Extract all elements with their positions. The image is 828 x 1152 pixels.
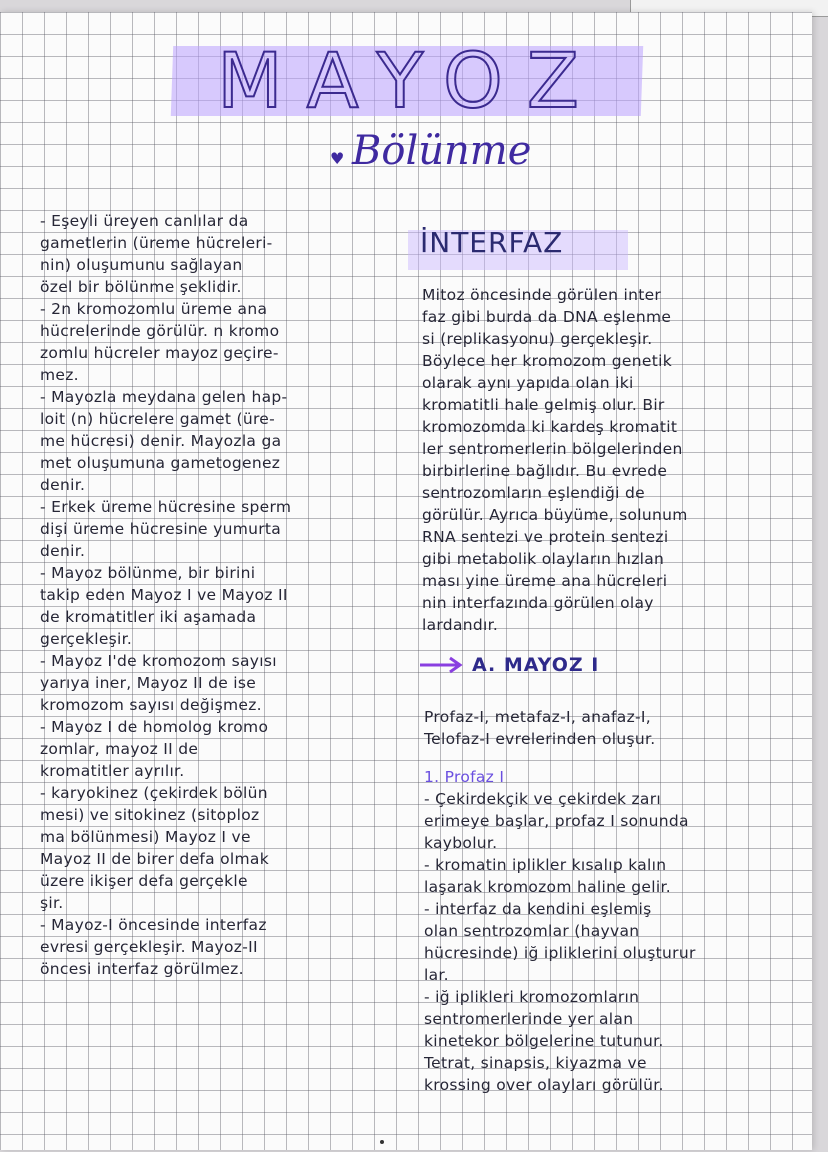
text-line: takip eden Mayoz I ve Mayoz II [40,586,288,604]
text-line: dişi üreme hücresine yumurta [40,520,282,538]
text-line: denir. [40,542,86,560]
mayoz1-intro [424,706,804,750]
text-line: gametlerin (üreme hücreleri- [40,234,273,252]
text-line: zomlu hücreler mayoz geçire- [40,344,279,362]
text-line: sentrozomların eşlendiği de [422,484,645,502]
text-line: nin interfazında görülen olay [422,594,654,612]
interfaz-heading: İNTERFAZ [420,226,564,259]
text-line: de kromatitler iki aşamada [40,608,257,626]
text-line: - Mayoz I de homolog kromo [40,718,269,736]
text-line: kaybolur. [424,834,498,852]
text-line: - Mayoz bölünme, bir birini [40,564,256,582]
left-column [40,210,410,980]
text-line: erimeye başlar, profaz I sonunda [424,812,689,830]
text-line: öncesi interfaz görülmez. [40,960,244,978]
text-line: - iğ iplikleri kromozomların [424,988,640,1006]
title-block [160,32,660,125]
text-line: me hücresi) denir. Mayozla ga [40,432,282,450]
ink-dot [380,1140,384,1144]
text-line: - interfaz da kendini eşlemiş [424,900,652,918]
page-title: MAYOZ [217,36,603,125]
text-line: görülür. Ayrıca büyüme, solunum [422,506,688,524]
text-line: mesi) ve sitokinez (sitoploz [40,806,260,824]
mayoz1-heading-block [418,654,599,676]
text-line: evresi gerçekleşir. Mayoz-II [40,938,258,956]
text-line: Tetrat, sinapsis, kiyazma ve [424,1054,647,1072]
text-line: sentromerlerinde yer alan [424,1010,634,1028]
text-line: Telofaz-I evrelerinden oluşur. [424,730,656,748]
text-line: üzere ikişer defa gerçekle [40,872,248,890]
text-line: Böylece her kromozom genetik [422,352,672,370]
text-line: - Erkek üreme hücresine sperm [40,498,292,516]
text-line: laşarak kromozom haline gelir. [424,878,671,896]
text-line: kinetekor bölgelerine tutunur. [424,1032,664,1050]
text-line: faz gibi burda da DNA eşlenme [422,308,672,326]
text-line: olan sentrozomlar (hayvan [424,922,640,940]
text-line: Mitoz öncesinde görülen inter [422,286,662,304]
text-line: lardandır. [422,616,499,634]
text-line: - Çekirdekçik ve çekirdek zarı [424,790,662,808]
text-line: hücresinde) iğ ipliklerini oluşturur [424,944,696,962]
text-line: - kromatin iplikler kısalıp kalın [424,856,667,874]
text-line: - Mayozla meydana gelen hap- [40,388,288,406]
text-line: ler sentromerlerin bölgelerinden [422,440,683,458]
arrow-right-icon [418,655,466,675]
text-line: zomlar, mayoz II de [40,740,199,758]
text-line: şir. [40,894,64,912]
text-line: gibi metabolik olayların hızlan [422,550,665,568]
text-line: lar. [424,966,449,984]
page-subtitle: Bölünme [352,128,532,174]
text-line: - Mayoz-I öncesinde interfaz [40,916,267,934]
text-line: olarak aynı yapıda olan iki [422,374,634,392]
text-line: si (replikasyonu) gerçekleşir. [422,330,653,348]
text-line: Profaz-I, metafaz-I, anafaz-I, [424,708,652,726]
text-line: met oluşumuna gametogenez [40,454,281,472]
text-line: kromatitler ayrılır. [40,762,185,780]
mayoz1-heading: A. MAYOZ I [472,654,600,676]
heart-icon: ♥ [330,149,345,168]
text-line: özel bir bölünme şeklidir. [40,278,242,296]
text-line: kromozom sayısı değişmez. [40,696,262,714]
text-line: birbirlerine bağlıdır. Bu evrede [422,462,668,480]
interfaz-heading-block [420,226,563,259]
text-line: Mayoz II de birer defa olmak [40,850,269,868]
text-line: gerçekleşir. [40,630,133,648]
text-line: RNA sentezi ve protein sentezi [422,528,669,546]
text-line: nin) oluşumunu sağlayan [40,256,243,274]
text-line: ma bölünmesi) Mayoz I ve [40,828,251,846]
text-line: kromatitli hale gelmiş olur. Bir [422,396,665,414]
text-line: mez. [40,366,79,384]
profaz-title: 1. Profaz I [424,768,505,786]
text-line: - 2n kromozomlu üreme ana [40,300,268,318]
text-line: denir. [40,476,86,494]
interfaz-text [422,284,808,636]
text-line: hücrelerinde görülür. n kromo [40,322,280,340]
text-line: yarıya iner, Mayoz II de ise [40,674,257,692]
text-line: - Mayoz I'de kromozom sayısı [40,652,277,670]
text-line: - Eşeyli üreyen canlılar da [40,212,249,230]
text-line: loit (n) hücrelere gamet (üre- [40,410,276,428]
text-line: - karyokinez (çekirdek bölün [40,784,268,802]
text-line: krossing over olayları görülür. [424,1076,664,1094]
text-line: ması yine üreme ana hücreleri [422,572,668,590]
profaz-section [424,766,812,1096]
text-line: kromozomda ki kardeş kromatit [422,418,678,436]
